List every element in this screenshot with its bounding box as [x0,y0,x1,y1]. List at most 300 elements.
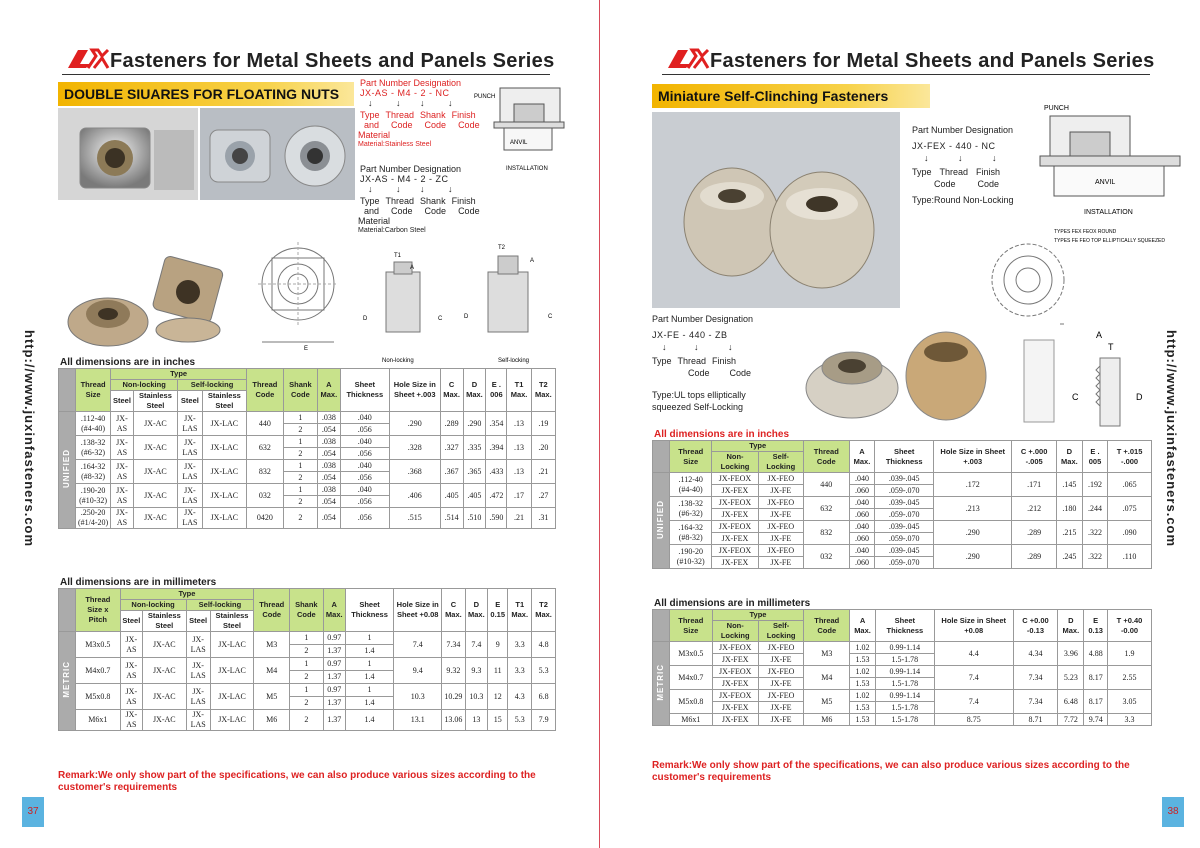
t2-cell: .20 [531,436,555,460]
col-thread-code: Thread Code [247,369,284,412]
type-non-locking-cell: JX-FEX [712,714,758,726]
c-cell: .327 [440,436,463,460]
e-cell: 4.88 [1084,642,1108,666]
col-e: E . 005 [1082,441,1107,473]
thread-code-cell: M3 [804,642,850,666]
c-cell: 7.34 [442,632,465,658]
dim-d: D [1136,392,1143,402]
col-sheet-thickness: Sheet Thickness [345,589,393,632]
table-side-label [59,412,76,529]
pn-label-type: Type [360,196,380,206]
installation-diagram [1040,96,1190,220]
table-row [59,436,556,448]
type-stainless-nl: JX-AC [143,684,187,710]
type-non-locking-cell: JX-FEX [712,485,758,497]
t1-cell: 3.3 [508,632,532,658]
part-number-designation-fe [652,313,762,413]
page-number: 38 [1162,797,1184,827]
product-photo-1 [58,108,198,200]
col-t1: T1 Max. [508,589,532,632]
type-stainless-nl: JX-AC [133,436,177,460]
a-max-cell: .060 [849,557,875,569]
col-hole-size: Hole Size in Sheet +0.08 [934,610,1013,642]
sheet-thickness-cell: 1.4 [345,645,393,658]
mm-spec-table [652,609,1152,726]
a-max-cell: .038 [318,484,341,496]
t2-cell: 5.3 [532,658,556,684]
d-cell: 9.3 [465,658,488,684]
type-stainless-nl: JX-AC [133,508,177,529]
thread-size-cell: M5x0.8 [76,684,121,710]
sheet-thickness-cell: .059-.070 [875,557,934,569]
dim-t2: T2 [498,245,506,251]
side-url: http://www.juxinfasteners.com [1164,330,1179,548]
a-max-cell: 1.37 [323,645,345,658]
dim-d: D [464,314,469,320]
sheet-thickness-cell: .040 [340,436,389,448]
sheet-thickness-cell: 0.99-1.14 [875,690,934,702]
t2-cell: 7.9 [532,710,556,731]
type-stainless-sl: JX-LAC [202,484,246,508]
sheet-thickness-cell: .059-.070 [875,485,934,497]
hole-size-cell: .328 [389,436,440,460]
e-cell: 12 [488,684,508,710]
title-underline [62,74,550,75]
thread-size-cell: .138-32 (#6-32) [670,497,712,521]
a-max-cell: 1.37 [323,697,345,710]
shank-code-cell: 2 [290,710,323,731]
type-stainless-nl: JX-AC [133,412,177,436]
thread-size-cell: .112-40 (#4-40) [670,473,712,497]
type-stainless-nl: JX-AC [133,484,177,508]
col-steel: Steel [178,391,203,412]
t-cell: .075 [1108,497,1152,521]
a-max-cell: 1.37 [323,671,345,684]
d-cell: 3.96 [1058,642,1084,666]
thread-size-cell: .164-32 (#8-32) [76,460,111,484]
d-cell: 13 [465,710,488,731]
side-spacer [653,610,670,642]
e-cell: .244 [1082,497,1107,521]
type-steel-sl: JX-LAS [186,632,210,658]
type-stainless-sl: JX-LAC [210,658,254,684]
hole-size-cell: .290 [934,521,1012,545]
thread-size-cell: M4x0.7 [670,666,713,690]
thread-size-cell: .250-20 (#1/4-20) [76,508,111,529]
col-sheet-thickness: Sheet Thickness [340,369,389,412]
thread-code-cell: M4 [804,666,850,690]
t1-cell: 5.3 [508,710,532,731]
type-steel-sl: JX-LAS [178,508,203,529]
shank-code-cell: 2 [283,508,317,529]
type-steel-nl: JX-AS [111,508,134,529]
hole-size-cell: 10.3 [394,684,442,710]
thread-code-cell: M6 [804,714,850,726]
col-c: C +.000 -.005 [1012,441,1056,473]
col-t2: T2 Max. [532,589,556,632]
pn-label-code: Code [458,206,480,216]
col-thread-code: Thread Code [254,589,290,632]
remark: Remark:We only show part of the specifications, we can also produce various sizes according to the customer's requirements [58,770,536,793]
t2-cell: .21 [531,460,555,484]
t-cell: 3.3 [1108,714,1152,726]
col-shank-code: Shank Code [283,369,317,412]
type-self-locking-cell: JX-FE [758,485,803,497]
type-stainless-nl: JX-AC [143,658,187,684]
col-self-locking: Self-Locking [758,621,804,642]
dimension-drawings [258,242,558,366]
punch-label: PUNCH [1044,105,1069,112]
type-steel-nl: JX-AS [120,684,142,710]
pn-label-type: Type [912,167,932,177]
inches-title: All dimensions are in inches [654,429,790,440]
table-header-row [59,369,556,380]
col-sheet-thickness: Sheet Thickness [875,610,934,642]
pn-label-finish: Finish [976,167,1001,177]
type-self-locking-cell: JX-FEO [758,690,804,702]
type-steel-sl: JX-LAS [186,684,210,710]
e-cell: 8.17 [1084,690,1108,714]
juxin-logo [664,48,708,70]
type-steel-sl: JX-LAS [186,710,210,731]
side-label-text: UNIFIED [656,499,665,539]
side-label-text: UNIFIED [62,449,71,488]
d-cell: .290 [463,412,486,436]
col-e: E . 006 [486,369,507,412]
d-cell: .180 [1056,497,1082,521]
page-title: Fasteners for Metal Sheets and Panels Series [710,50,1155,72]
installation-diagram [470,84,565,174]
remark: Remark:We only show part of the specifications, we can also produce various sizes according to the customer's requirements [652,760,1130,783]
types-fex-label: TYPES FEX FEOX ROUND [1054,229,1117,235]
col-type: Type [712,610,804,621]
sheet-thickness-cell: .039-.045 [875,473,934,485]
a-max-cell: .038 [318,436,341,448]
shank-code-cell: 1 [283,484,317,496]
table-side-label [59,632,76,731]
col-non-locking: Non-Locking [712,621,758,642]
a-max-cell: .040 [849,545,875,557]
col-c: C Max. [440,369,463,412]
a-max-cell: .060 [849,485,875,497]
col-thread-code: Thread Code [804,610,850,642]
type-non-locking-cell: JX-FEOX [712,690,758,702]
pn-label-finish: Finish [712,356,737,366]
type-stainless-sl: JX-LAC [210,632,254,658]
shank-code-cell: 2 [283,448,317,460]
non-locking-label: Non-locking [382,358,414,364]
type-non-locking-cell: JX-FEOX [712,497,758,509]
col-non-locking: Non-locking [111,380,178,391]
c-cell: .289 [440,412,463,436]
e-cell: .322 [1082,521,1107,545]
a-max-cell: 0.97 [323,632,345,645]
type-non-locking-cell: JX-FEOX [712,473,758,485]
col-a: A Max. [849,441,875,473]
t-cell: .065 [1108,473,1152,497]
hole-size-cell: .290 [934,545,1012,569]
hole-size-cell: .213 [934,497,1012,521]
table-row [653,666,1152,678]
pn-label-and: and [364,120,380,130]
type-non-locking-cell: JX-FEX [712,509,758,521]
product-photo-2 [200,108,355,200]
pn-label-and: and [364,206,380,216]
t1-cell: 4.3 [508,684,532,710]
table-header-row [59,589,556,600]
col-hole-size: Hole Size in Sheet +.003 [934,441,1012,473]
t-cell: .110 [1108,545,1152,569]
hole-size-cell: 9.4 [394,658,442,684]
col-t1: T1 Max. [507,369,531,412]
sheet-thickness-cell: 0.99-1.14 [875,642,934,654]
col-a: A Max. [318,369,341,412]
dim-a: A [530,258,535,264]
sheet-thickness-cell: .040 [340,412,389,424]
type-stainless-sl: JX-LAC [210,710,254,731]
col-self-locking: Self-Locking [758,452,803,473]
shank-code-cell: 1 [290,632,323,645]
pn-label-code: Code [977,179,1000,189]
c-cell: .212 [1012,497,1056,521]
anvil-label: ANVIL [510,140,528,146]
c-cell: 10.29 [442,684,465,710]
pn-type-note: Type:Round Non-Locking [912,195,1014,205]
col-t: T +0.40 -0.00 [1108,610,1152,642]
d-cell: .145 [1056,473,1082,497]
pn-label-finish: Finish [451,196,476,206]
product-photo-2 [800,322,1060,426]
thread-size-cell: M6x1 [670,714,713,726]
sheet-thickness-cell: .056 [340,424,389,436]
part-number-designation-ss [360,78,480,150]
shank-code-cell: 1 [290,658,323,671]
d-cell: .335 [463,436,486,460]
sheet-thickness-cell: 1.4 [345,710,393,731]
shank-code-cell: 2 [283,496,317,508]
e-cell: .354 [486,412,507,436]
type-stainless-sl: JX-LAC [202,460,246,484]
hole-size-cell: .368 [389,460,440,484]
t-cell: 2.55 [1108,666,1152,690]
col-d: D Max. [465,589,488,632]
type-self-locking-cell: JX-FEO [758,642,804,654]
sheet-thickness-cell: 1 [345,684,393,697]
dim-a: A [1096,330,1103,340]
type-non-locking-cell: JX-FEX [712,678,758,690]
col-e: E 0.15 [488,589,508,632]
t-cell: 1.9 [1108,642,1152,666]
col-self-locking: Self-locking [186,600,254,611]
shank-code-cell: 1 [283,460,317,472]
t-cell: 3.05 [1108,690,1152,714]
type-self-locking-cell: JX-FEO [758,497,803,509]
table-side-label [653,642,670,726]
pn-label-code: Code [424,120,447,130]
col-steel: Steel [186,611,210,632]
thread-code-cell: 440 [804,473,850,497]
juxin-logo [64,48,108,70]
table-row [59,710,556,731]
side-url: http://www.juxinfasteners.com [22,330,37,548]
thread-size-cell: M6x1 [76,710,121,731]
t2-cell: 6.8 [532,684,556,710]
t-cell: .090 [1108,521,1152,545]
type-steel-sl: JX-LAS [178,484,203,508]
a-max-cell: .040 [849,497,875,509]
pn-code: JX-FE - 440 - ZB [652,330,728,340]
sheet-thickness-cell: 1.5-1.78 [875,678,934,690]
thread-code-cell: 440 [247,412,284,436]
c-cell: 7.34 [1013,666,1058,690]
t2-cell: .19 [531,412,555,436]
a-max-cell: 1.02 [850,642,876,654]
sheet-thickness-cell: 1.4 [345,671,393,684]
sheet-thickness-cell: .056 [340,496,389,508]
c-cell: 7.34 [1013,690,1058,714]
table-row [653,545,1152,557]
pn-label-code: Code [934,179,956,189]
table-row [653,473,1152,485]
table-side-label [653,473,670,569]
c-cell: 9.32 [442,658,465,684]
col-type: Type [111,369,247,380]
table-row [653,497,1152,509]
pn-label-thread: Thread [385,110,415,120]
title-underline [662,74,1150,75]
pn-label-thread: Thread [677,356,707,366]
col-stainless: Stainless Steel [202,391,246,412]
section-banner: DOUBLE SIUARES FOR FLOATING NUTS [58,82,354,106]
product-photo-3 [58,252,228,352]
sheet-thickness-cell: 1 [345,632,393,645]
pn-label-code: Code [391,120,413,130]
side-spacer [653,441,670,473]
inch-spec-table [58,368,556,529]
hole-size-cell: 7.4 [394,632,442,658]
type-steel-nl: JX-AS [111,484,134,508]
section-banner: Miniature Self-Clinching Fasteners [652,84,930,108]
thread-code-cell: 832 [247,460,284,484]
pn-arrows: ↓ ↓ ↓ ↓ [368,98,453,108]
col-shank-code: Shank Code [290,589,323,632]
a-max-cell: 1.53 [850,654,876,666]
thread-size-cell: M4x0.7 [76,658,121,684]
type-non-locking-cell: JX-FEX [712,533,758,545]
pn-code: JX-AS - M4 - 2 - NC [360,88,450,98]
mm-title: All dimensions are in millimeters [60,577,217,588]
dim-a: A [410,265,415,271]
pn-heading: Part Number Designation [912,125,1014,135]
type-self-locking-cell: JX-FEO [758,521,803,533]
type-self-locking-cell: JX-FE [758,702,804,714]
e-cell: .590 [486,508,507,529]
a-max-cell: .060 [849,509,875,521]
col-c: C Max. [442,589,465,632]
type-non-locking-cell: JX-FEOX [712,545,758,557]
page-number: 37 [22,797,44,827]
t1-cell: .21 [507,508,531,529]
table-row [59,460,556,472]
type-steel-sl: JX-LAS [178,412,203,436]
c-cell: .171 [1012,473,1056,497]
col-steel: Steel [111,391,134,412]
pn-label-code: Code [458,120,480,130]
col-t2: T2 Max. [531,369,555,412]
thread-size-cell: M3x0.5 [76,632,121,658]
type-self-locking-cell: JX-FEO [758,666,804,678]
thread-size-cell: .112-40 (#4-40) [76,412,111,436]
type-stainless-nl: JX-AC [133,460,177,484]
type-non-locking-cell: JX-FEOX [712,666,758,678]
sheet-thickness-cell: 1.4 [345,697,393,710]
col-sheet-thickness: Sheet Thickness [875,441,934,473]
a-max-cell: 1.02 [850,666,876,678]
type-steel-nl: JX-AS [111,412,134,436]
col-non-locking: Non-locking [120,600,186,611]
c-cell: .289 [1012,521,1056,545]
type-stainless-nl: JX-AC [143,632,187,658]
pn-label-finish: Finish [451,110,476,120]
thread-code-cell: M5 [804,690,850,714]
shank-code-cell: 2 [290,671,323,684]
col-d: D Max. [1056,441,1082,473]
pn-label-thread: Thread [385,196,415,206]
dim-c: C [548,314,553,320]
mm-spec-table [58,588,556,731]
d-cell: .510 [463,508,486,529]
t2-cell: 4.8 [532,632,556,658]
shank-code-cell: 2 [290,645,323,658]
types-fe-label: TYPES FE FEO TOP ELLIPTICALLY SQUEEZED [1054,238,1165,244]
col-non-locking: Non-Locking [712,452,758,473]
type-non-locking-cell: JX-FEOX [712,521,758,533]
c-cell: .367 [440,460,463,484]
thread-code-cell: 632 [247,436,284,460]
pn-label-code: Code [424,206,447,216]
e-cell: 9 [488,632,508,658]
sheet-thickness-cell: 1.5-1.78 [875,654,934,666]
e-cell: .433 [486,460,507,484]
pn-heading: Part Number Designation [360,164,462,174]
c-cell: .514 [440,508,463,529]
type-non-locking-cell: JX-FEX [712,557,758,569]
sheet-thickness-cell: .040 [340,460,389,472]
mm-title: All dimensions are in millimeters [654,598,811,609]
col-hole-size: Hole Size in Sheet +0.08 [394,589,442,632]
d-cell: .365 [463,460,486,484]
sheet-thickness-cell: .039-.045 [875,521,934,533]
type-non-locking-cell: JX-FEX [712,702,758,714]
d-cell: 7.72 [1058,714,1084,726]
t1-cell: .13 [507,436,531,460]
pn-material: Material:Carbon Steel [358,227,426,234]
type-self-locking-cell: JX-FE [758,509,803,521]
col-e: E 0.13 [1084,610,1108,642]
a-max-cell: 1.53 [850,702,876,714]
hole-size-cell: .290 [389,412,440,436]
a-max-cell: 0.97 [323,658,345,671]
a-max-cell: 1.37 [323,710,345,731]
type-steel-nl: JX-AS [111,460,134,484]
a-max-cell: 1.02 [850,690,876,702]
hole-size-cell: .515 [389,508,440,529]
e-cell: .322 [1082,545,1107,569]
col-c: C +0.00 -0.13 [1013,610,1058,642]
pn-label-shank: Shank [420,110,446,120]
shank-code-cell: 2 [283,424,317,436]
type-steel-nl: JX-AS [120,658,142,684]
